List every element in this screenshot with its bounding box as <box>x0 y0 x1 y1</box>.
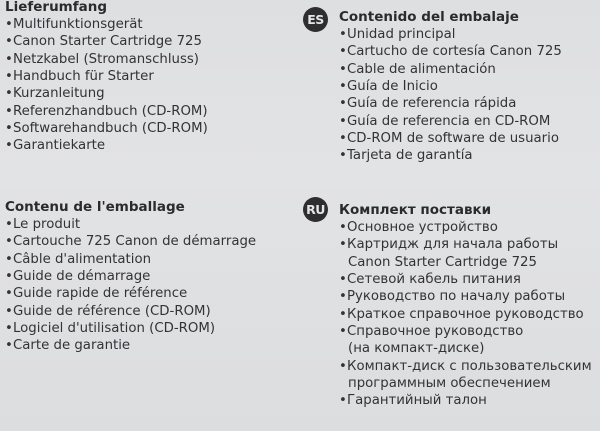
list-item: •Canon Starter Cartridge 725 <box>5 34 202 50</box>
section-heading: Lieferumfang <box>5 0 108 15</box>
list-item: •Guía de referencia rápida <box>339 96 517 112</box>
list-item: •Carte de garantie <box>5 338 131 354</box>
list-item-continuation: Canon Starter Cartridge 725 <box>348 254 537 270</box>
contents-list <box>339 219 592 410</box>
section-french <box>5 199 256 355</box>
list-item: •Руководство по началу работы <box>339 289 566 305</box>
list-item: •Компакт-диск с пользовательским <box>339 358 592 374</box>
contents-list <box>5 16 208 155</box>
list-item: •Guía de Inicio <box>339 79 438 95</box>
list-item: •Гарантийный талон <box>339 393 487 409</box>
list-item: •Referenzhandbuch (CD-ROM) <box>5 103 208 119</box>
section-heading: Contenu de l'emballage <box>5 199 185 215</box>
list-item: •Le produit <box>5 217 81 232</box>
list-item: •Handbuch für Starter <box>5 69 154 85</box>
list-item: •Garantiekarte <box>5 138 106 154</box>
contents-list <box>339 26 562 165</box>
list-item: •Logiciel d'utilisation (CD-ROM) <box>5 321 216 337</box>
list-item-continuation: программным обеспечением <box>348 376 551 392</box>
section-german <box>5 0 208 155</box>
section-heading: Contenido del embalaje <box>339 9 519 25</box>
list-item: •Câble d'alimentation <box>5 251 152 267</box>
list-item: •Multifunktionsgerät <box>5 17 143 32</box>
section-spanish <box>339 9 562 165</box>
list-item: •Guide de démarrage <box>5 269 151 285</box>
list-item: •Netzkabel (Stromanschluss) <box>5 51 199 67</box>
list-item: •Краткое справочное руководство <box>339 306 584 322</box>
list-item: •Cartucho de cortesía Canon 725 <box>339 44 562 60</box>
list-item: •Guía de referencia en CD-ROM <box>339 113 551 129</box>
list-item: •Kurzanleitung <box>5 86 105 102</box>
list-item: •Cartouche 725 Canon de démarrage <box>5 234 257 250</box>
contents-list <box>5 216 256 355</box>
language-badge-ru: RU <box>303 197 328 222</box>
list-item-continuation: (на компакт-диске) <box>348 341 485 357</box>
list-item: •Tarjeta de garantía <box>339 148 473 164</box>
list-item: •Картридж для начала работы <box>339 237 559 253</box>
list-item: •Основное устройство <box>339 220 498 235</box>
list-item: •Сетевой кабель питания <box>339 272 521 288</box>
list-item: •Unidad principal <box>339 27 456 42</box>
list-item: •CD-ROM de software de usuario <box>339 131 559 147</box>
list-item: •Cable de alimentación <box>339 61 496 77</box>
list-item: •Softwarehandbuch (CD-ROM) <box>5 121 208 137</box>
list-item: •Справочное руководство <box>339 324 524 340</box>
list-item: •Guide rapide de référence <box>5 286 188 302</box>
language-badge-es: ES <box>303 7 328 32</box>
list-item: •Guide de référence (CD-ROM) <box>5 303 211 319</box>
section-heading: Комплект поставки <box>339 202 492 218</box>
section-russian <box>339 202 592 410</box>
